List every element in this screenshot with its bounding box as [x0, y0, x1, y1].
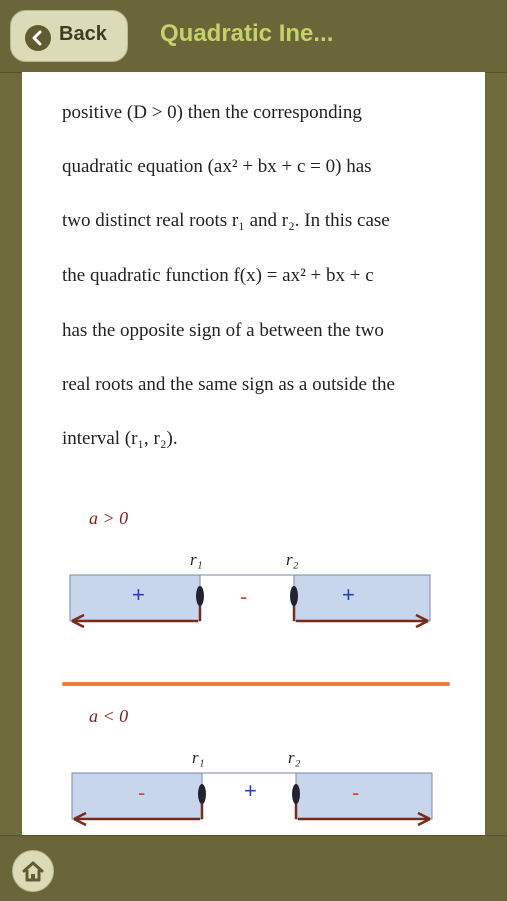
root1-label: r₁ [190, 550, 203, 569]
band-right [296, 773, 432, 819]
sign-left: - [138, 780, 146, 805]
sign-middle: + [244, 778, 257, 803]
paragraph-line: quadratic equation (ax² + bx + c = 0) has [62, 156, 372, 177]
root2-label: r₂ [286, 550, 299, 569]
content-area [22, 72, 485, 835]
sign-right: + [342, 582, 355, 607]
home-button[interactable] [12, 850, 54, 892]
root1-marker [196, 586, 204, 606]
chevron-left-icon [25, 25, 51, 51]
root1-marker [198, 784, 206, 804]
paragraph-line: positive (D > 0) then the corresponding [62, 102, 362, 123]
sign-left: + [132, 582, 145, 607]
paragraph-line: has the opposite sign of a between the two [62, 320, 384, 341]
root2-label: r₂ [288, 748, 301, 767]
root1-label: r₁ [192, 748, 205, 767]
bottom-bar [0, 835, 507, 901]
separator [62, 682, 450, 686]
page-title: Quadratic Ine... [160, 20, 334, 47]
paragraph-line: interval (r₁, r₂). [62, 428, 178, 449]
back-label: Back [59, 23, 107, 45]
condition-label-positive: a > 0 [89, 508, 129, 528]
back-button[interactable] [10, 10, 128, 62]
top-bar [0, 0, 507, 73]
sign-right: - [352, 780, 360, 805]
sign-middle: - [240, 584, 248, 609]
band-left [72, 773, 202, 819]
root2-marker [292, 784, 300, 804]
band-right [294, 575, 430, 621]
condition-label-negative: a < 0 [89, 706, 129, 726]
sign-diagram-positive [22, 568, 485, 638]
paragraph-line: real roots and the same sign as a outside the [62, 374, 395, 395]
root2-marker [290, 586, 298, 606]
paragraph-line: two distinct real roots r₁ and r₂. In this case [62, 210, 390, 231]
paragraph-line: the quadratic function f(x) = ax² + bx + c [62, 265, 374, 286]
